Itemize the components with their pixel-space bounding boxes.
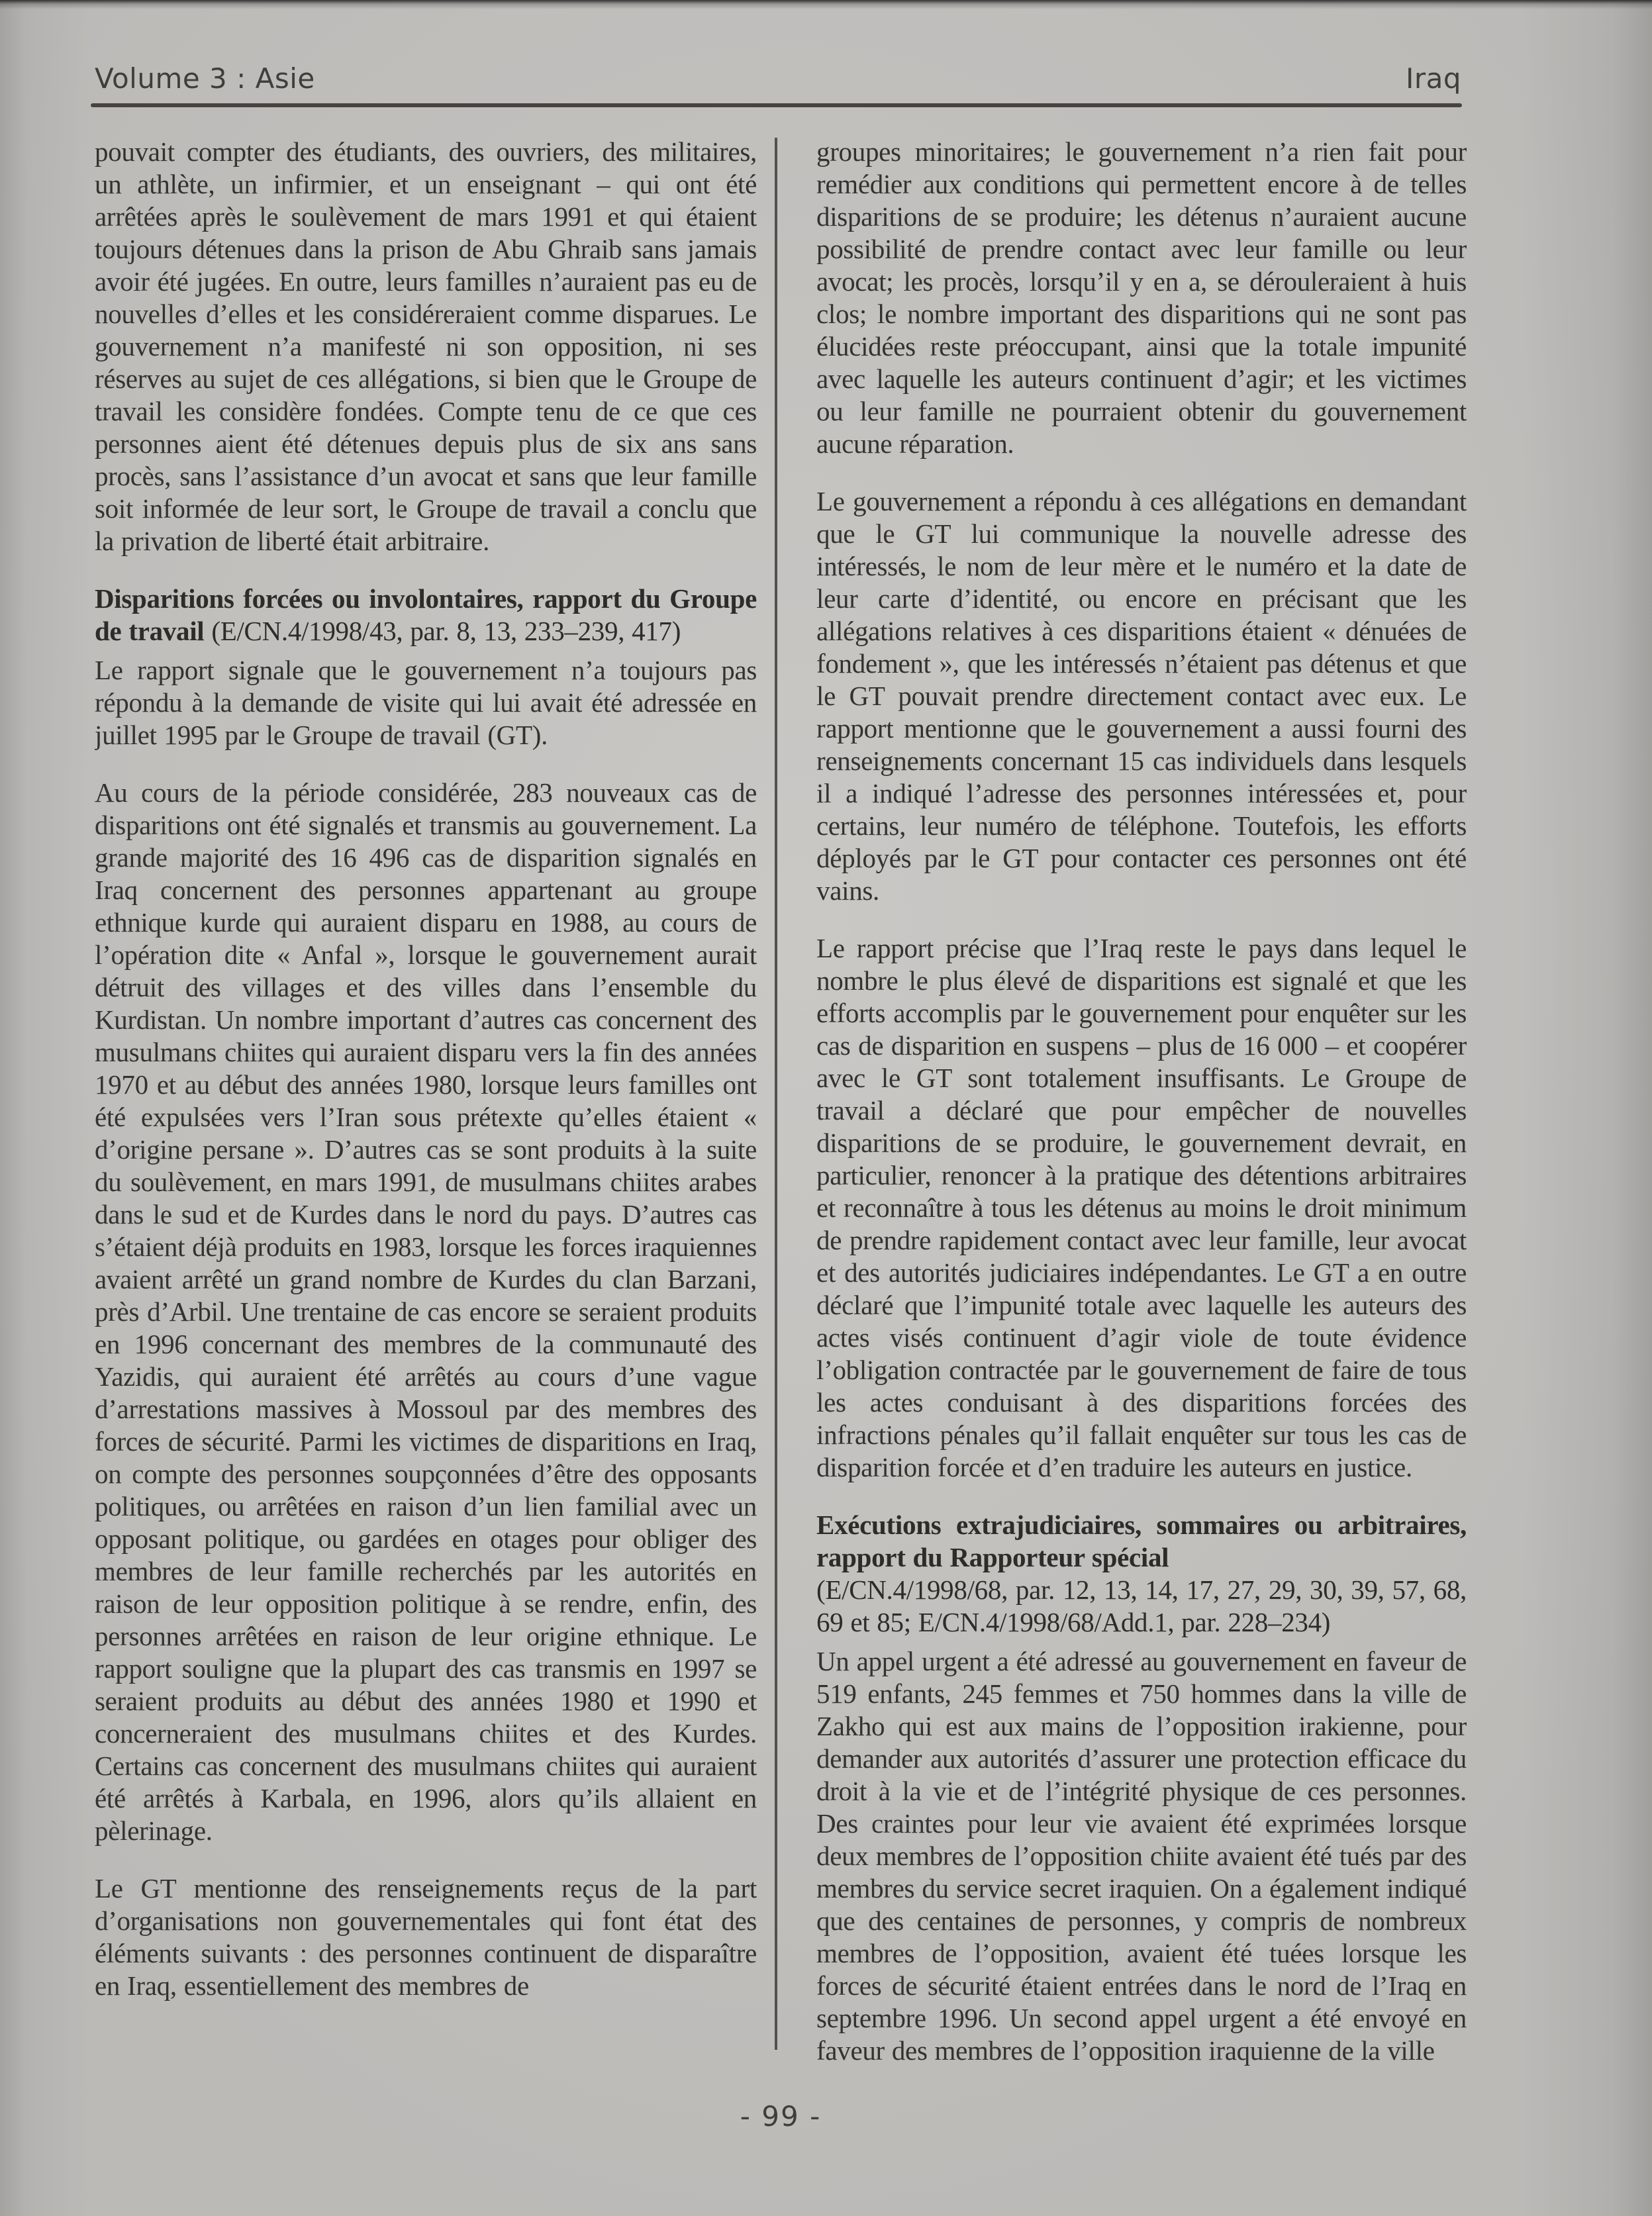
section-heading-reference: (E/CN.4/1998/43, par. 8, 13, 233–239, 417) — [211, 616, 681, 646]
paragraph-reponse-gouvernement: Le gouvernement a répondu à ces allégations en demandant que le GT lui communique la nouvelle adresse des intéressés, le nom de leur mère et le numéro et la date de leur carte d’identité, ou encore en précisant que les allégations relatives à ces disparitions étaient « dénuées de fondement », que les intéressés n’étaient pas détenus et que le GT pouvait prendre directement contact avec eux. Le rapport mentionne que le gouvernement a aussi fourni des renseignements concernant 15 cas individuels dans lesquels il a indiqué l’adresse des personnes intéressées et, pour certains, leur numéro de téléphone. Toutefois, les efforts déployés par le GT pour contacter ces personnes ont été vains. — [816, 486, 1467, 906]
header-volume-label: Volume 3 : Asie — [95, 62, 315, 95]
right-column — [816, 136, 1467, 2068]
section-heading-executions — [816, 1509, 1467, 1639]
paragraph-groupes-minoritaires: groupes minoritaires; le gouvernement n’a rien fait pour remédier aux conditions qui permettent encore à de telles disparitions de se produire; les détenus n’auraient aucune possibilité de prendre contact avec leur famille ou leur avocat; les procès, lorsqu’il y en a, se dérouleraient à huis clos; le nombre important des disparitions qui ne sont pas élucidées reste préoccupant, ainsi que la totale impunité avec laquelle les auteurs continuent d’agir; et les victimes ou leur famille ne pourraient obtenir du gouvernement aucune réparation. — [816, 136, 1467, 459]
paragraph-rapport-precise: Le rapport précise que l’Iraq reste le pays dans lequel le nombre le plus élevé de disparitions est signalé et que les efforts accomplis par le gouvernement pour enquêter sur les cas de disparition en suspens – plus de 16 000 – et coopérer avec le GT sont totalement insuffisants. Le Groupe de travail a déclaré que pour empêcher de nouvelles disparitions de se produire, le gouvernement devrait, en particulier, renoncer à la pratique des détentions arbitraires et reconnaître à tous les détenus au moins le droit minimum de prendre rapidement contact avec leur famille, leur avocat et des autorités judiciaires indépendantes. Le GT a en outre déclaré que l’impunité totale avec laquelle les auteurs des actes visés continuent d’agir viole de toute évidence l’obligation contractée par le gouvernement de faire de tous les actes conduisant à des disparitions forcées des infractions pénales qu’il fallait enquêter sur tous les cas de disparition forcée et d’en traduire les auteurs en justice. — [816, 933, 1467, 1482]
section-heading-title: Disparitions forcées ou involontaires, rapport du Groupe de travail — [95, 583, 757, 646]
left-column — [95, 136, 757, 2068]
section-heading-reference: (E/CN.4/1998/68, par. 12, 13, 14, 17, 27, 29, 30, 39, 57, 68, 69 et 85; E/CN.4/1998/68/Add.1, par. 228–234) — [816, 1574, 1467, 1637]
paragraph-nouveaux-cas: Au cours de la période considérée, 283 nouveaux cas de disparitions ont été signalés et transmis au gouvernement. La grande majorité des 16 496 cas de disparition signalés en Iraq concernent des personnes appartenant au groupe ethnique kurde qui auraient disparu en 1988, au cours de l’opération dite « Anfal », lorsque le gouvernement aurait détruit des villages et des villes dans l’ensemble du Kurdistan. Un nombre important d’autres cas concernent des musulmans chiites qui auraient disparu vers la fin des années 1970 et au début des années 1980, lorsque leurs familles ont été expulsées vers l’Iran sous prétexte qu’elles étaient « d’origine persane ». D’autres cas se sont produits à la suite du soulèvement, en mars 1991, de musulmans chiites arabes dans le sud et de Kurdes dans le nord du pays. D’autres cas s’étaient déjà produits en 1983, lorsque les forces iraquiennes avaient arrêté un grand nombre de Kurdes du clan Barzani, près d’Arbil. Une trentaine de cas encore se seraient produits en 1996 concernant des membres de la communauté des Yazidis, qui auraient été arrêtés au cours d’une vague d’arrestations massives à Mossoul par des membres des forces de sécurité. Parmi les victimes de disparitions en Iraq, on compte des personnes soupçonnées d’être des opposants politiques, ou arrêtées en raison d’un lien familial avec un opposant politique, ou gardées en otages pour obliger des membres de leur famille recherchés par les autorités en raison de leur opposition politique à se rendre, enfin, des personnes arrêtées en raison de leur origine ethnique. Le rapport souligne que la plupart des cas transmis en 1997 se seraient produits au début des années 1980 et 1990 et concerneraient des musulmans chiites et des Kurdes. Certains cas concernent des musulmans chiites qui auraient été arrêtés à Karbala, en 1996, alors qu’ils allaient en pèlerinage. — [95, 777, 757, 1846]
header-rule — [91, 103, 1462, 107]
header-country-label: Iraq — [1405, 62, 1461, 95]
section-heading-disparitions — [95, 583, 757, 648]
text-columns — [95, 136, 1467, 2068]
page-number: - 99 - — [740, 2100, 822, 2133]
paragraph-detentions-continued: pouvait compter des étudiants, des ouvriers, des militaires, un athlète, un infirmier, et un enseignant – qui ont été arrêtées après le soulèvement de mars 1991 et qui étaient toujours détenues dans la prison de Abu Ghraib sans jamais avoir été jugées. En outre, leurs familles n’auraient pas eu de nouvelles d’elles et les considéreraient comme disparues. Le gouvernement n’a manifesté ni son opposition, ni ses réserves au sujet de ces allégations, si bien que le Groupe de travail les considère fondées. Compte tenu de ce que ces personnes aient été détenues depuis plus de six ans sans procès, sans l’assistance d’un avocat et sans que leur famille soit informée de leur sort, le Groupe de travail a conclu que la privation de liberté était arbitraire. — [95, 136, 757, 556]
paragraph-appel-urgent: Un appel urgent a été adressé au gouvernement en faveur de 519 enfants, 245 femmes et 750 hommes dans la ville de Zakho qui est aux mains de l’opposition irakienne, pour demander aux autorités d’assurer une protection efficace du droit à la vie et de l’intégrité physique de ces personnes. Des craintes pour leur vie avaient été exprimées lorsque deux membres de l’opposition chiite avaient été tués par des membres du service secret iraquien. On a également indiqué que des centaines de personnes, y compris de nombreux membres de l’opposition, avaient été tuées lorsque les forces de sécurité étaient entrées dans le nord de l’Iraq en septembre 1996. Un second appel urgent a été envoyé en faveur des membres de l’opposition iraquienne de la ville — [816, 1646, 1467, 2066]
paragraph-rapport-visite: Le rapport signale que le gouvernement n’a toujours pas répondu à la demande de visite qui lui avait été adressée en juillet 1995 par le Groupe de travail (GT). — [95, 655, 757, 750]
section-heading-title: Exécutions extrajudiciaires, sommaires ou arbitraires, rapport du Rapporteur spécial — [816, 1510, 1467, 1572]
paragraph-gt-ong: Le GT mentionne des renseignements reçus de la part d’organisations non gouvernementales qui font état des éléments suivants : des personnes continuent de disparaître en Iraq, essentiellement des membres de — [95, 1873, 757, 2001]
